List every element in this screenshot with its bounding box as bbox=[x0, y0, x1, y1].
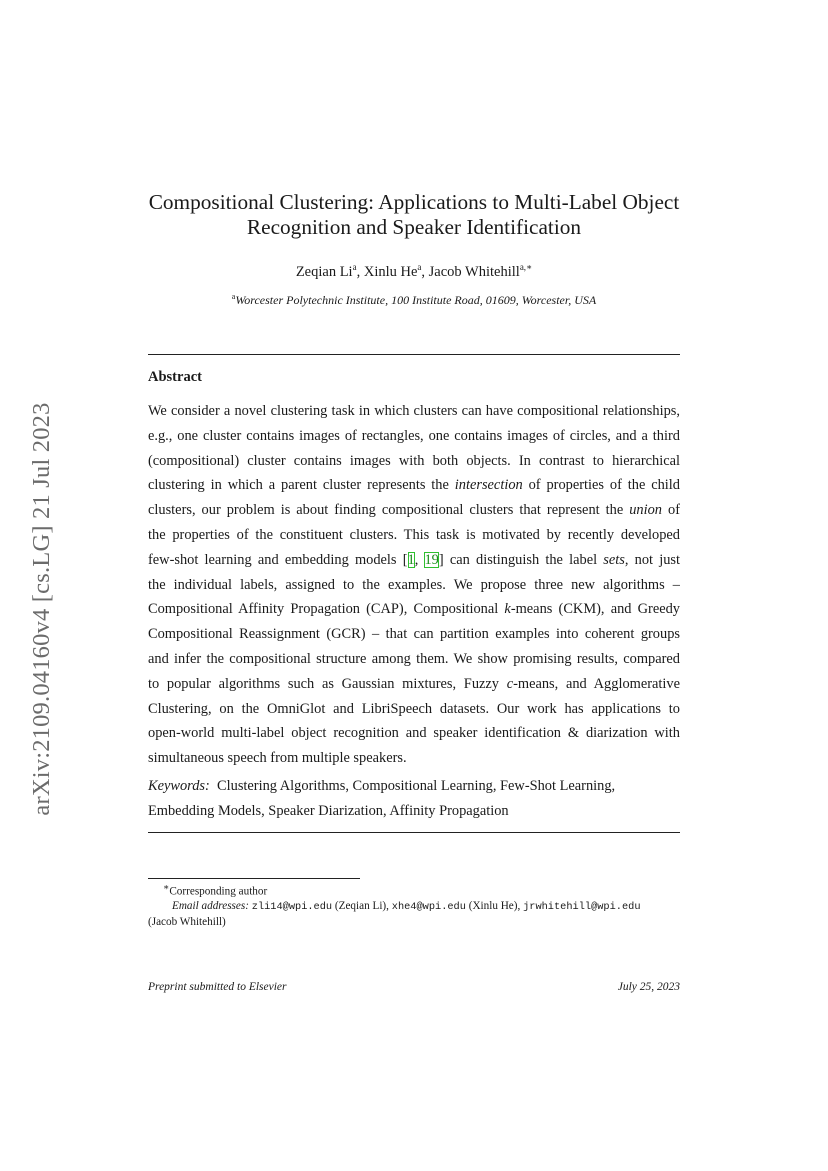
footnote-mark: ∗ bbox=[163, 883, 170, 893]
title-line-1: Compositional Clustering: Applications to Multi-Label Object bbox=[148, 190, 680, 214]
keywords-label: Keywords: bbox=[148, 778, 210, 794]
abstract-line: Compositional Affinity Propagation (CAP), Compositional k-means (CKM), and Greedy bbox=[148, 601, 680, 618]
preprint-date: July 25, 2023 bbox=[617, 981, 680, 993]
abstract-line: Clustering, on the OmniGlot and LibriSpeech datasets. Our work has applications to bbox=[148, 700, 680, 717]
arxiv-identifier: arXiv:2109.04160v4 [cs.LG] 21 Jul 2023 bbox=[28, 402, 55, 816]
math-variable: k bbox=[504, 601, 511, 618]
author-name: Jacob Whitehill bbox=[428, 263, 520, 280]
abstract-line: Compositional Reassignment (GCR) – that can partition examples into coherent groups bbox=[148, 626, 680, 643]
affiliation-text: Worcester Polytechnic Institute, 100 Institute Road, 01609, Worcester, USA bbox=[235, 293, 597, 307]
abstract-line: the individual labels, assigned to the examples. We propose three new algorithms – bbox=[148, 576, 680, 593]
citation-link[interactable]: 19 bbox=[424, 551, 439, 568]
emphasis: intersection bbox=[454, 477, 523, 494]
preprint-note: Preprint submitted to Elsevier bbox=[148, 981, 287, 993]
keywords-line: Embedding Models, Speaker Diarization, Affinity Propagation bbox=[148, 802, 509, 819]
paper-title bbox=[140, 190, 688, 240]
abstract-line: simultaneous speech from multiple speakers. bbox=[148, 750, 407, 767]
abstract-line: (compositional) cluster contains images with both objects. In contrast to hierarchical bbox=[148, 452, 680, 469]
abstract-body bbox=[148, 399, 680, 771]
abstract-line: and infer the compositional structure among them. We show promising results, compared bbox=[148, 650, 680, 667]
emphasis: union bbox=[629, 502, 662, 519]
author-name: Zeqian Li bbox=[295, 263, 353, 280]
email-label: Email addresses: bbox=[172, 900, 249, 913]
email-link[interactable]: jrwhitehill@wpi.edu bbox=[523, 901, 641, 914]
author-affil-mark: a,∗ bbox=[519, 262, 533, 272]
citation-bracket: [ bbox=[402, 551, 408, 568]
affiliation bbox=[140, 292, 688, 308]
email-link[interactable]: zli14@wpi.edu bbox=[251, 901, 333, 914]
author-list: Zeqian Li$^a$, Xinlu He$^a$, Jacob Whitehill$^{a,∗}$ bbox=[295, 262, 533, 280]
author-name: Xinlu He bbox=[363, 263, 418, 280]
abstract-line: the properties of the constituent clusters. This task is motivated by recently developed bbox=[148, 526, 680, 543]
arxiv-sidebar bbox=[28, 373, 56, 845]
affiliation-mark: a bbox=[231, 292, 236, 301]
abstract-line: clusters, our problem is about finding compositional clusters that represent the union of bbox=[148, 502, 680, 519]
abstract-line: e.g., one cluster contains images of rectangles, one contains images of circles, and a third bbox=[148, 427, 680, 444]
emphasis: sets bbox=[603, 551, 625, 568]
abstract-top-rule bbox=[148, 354, 680, 355]
footnote-name: (Jacob Whitehill) bbox=[148, 915, 226, 928]
abstract-line: We consider a novel clustering task in which clusters can have compositional relationships, bbox=[148, 403, 680, 419]
abstract-line: to popular algorithms such as Gaussian mixtures, Fuzzy c-means, and Agglomerative bbox=[148, 675, 680, 692]
author-affil-mark: a bbox=[417, 262, 422, 272]
citation-link[interactable]: 1 bbox=[407, 551, 415, 568]
abstract-bottom-rule bbox=[148, 832, 680, 833]
title-line-2: Recognition and Speaker Identification bbox=[246, 215, 582, 239]
keywords-line: Clustering Algorithms, Compositional Learning, Few-Shot Learning, bbox=[217, 778, 616, 794]
abstract-line: clustering in which a parent cluster represents the intersection of properties of the child bbox=[148, 477, 680, 494]
keywords bbox=[148, 774, 680, 824]
corresponding-author: Corresponding author bbox=[169, 885, 268, 898]
footnote-rule bbox=[148, 878, 360, 879]
email-link[interactable]: xhe4@wpi.edu bbox=[391, 901, 466, 914]
abstract-line: few-shot learning and embedding models [1, 19] can distinguish the label sets, not just bbox=[148, 551, 680, 568]
author-affil-mark: a bbox=[352, 262, 357, 272]
citation-bracket: ] bbox=[438, 551, 444, 568]
footnote: ∗Corresponding author Email addresses: zli14@wpi.edu (Zeqian Li), xhe4@wpi.edu (Xinlu He), jrwhitehill@wpi.edu (Jacob Whitehill) bbox=[148, 881, 680, 929]
abstract-heading: Abstract bbox=[148, 369, 202, 385]
math-variable: c bbox=[506, 675, 514, 692]
abstract-line: open-world multi-label object recognition and speaker identification & diarization with bbox=[148, 725, 680, 742]
